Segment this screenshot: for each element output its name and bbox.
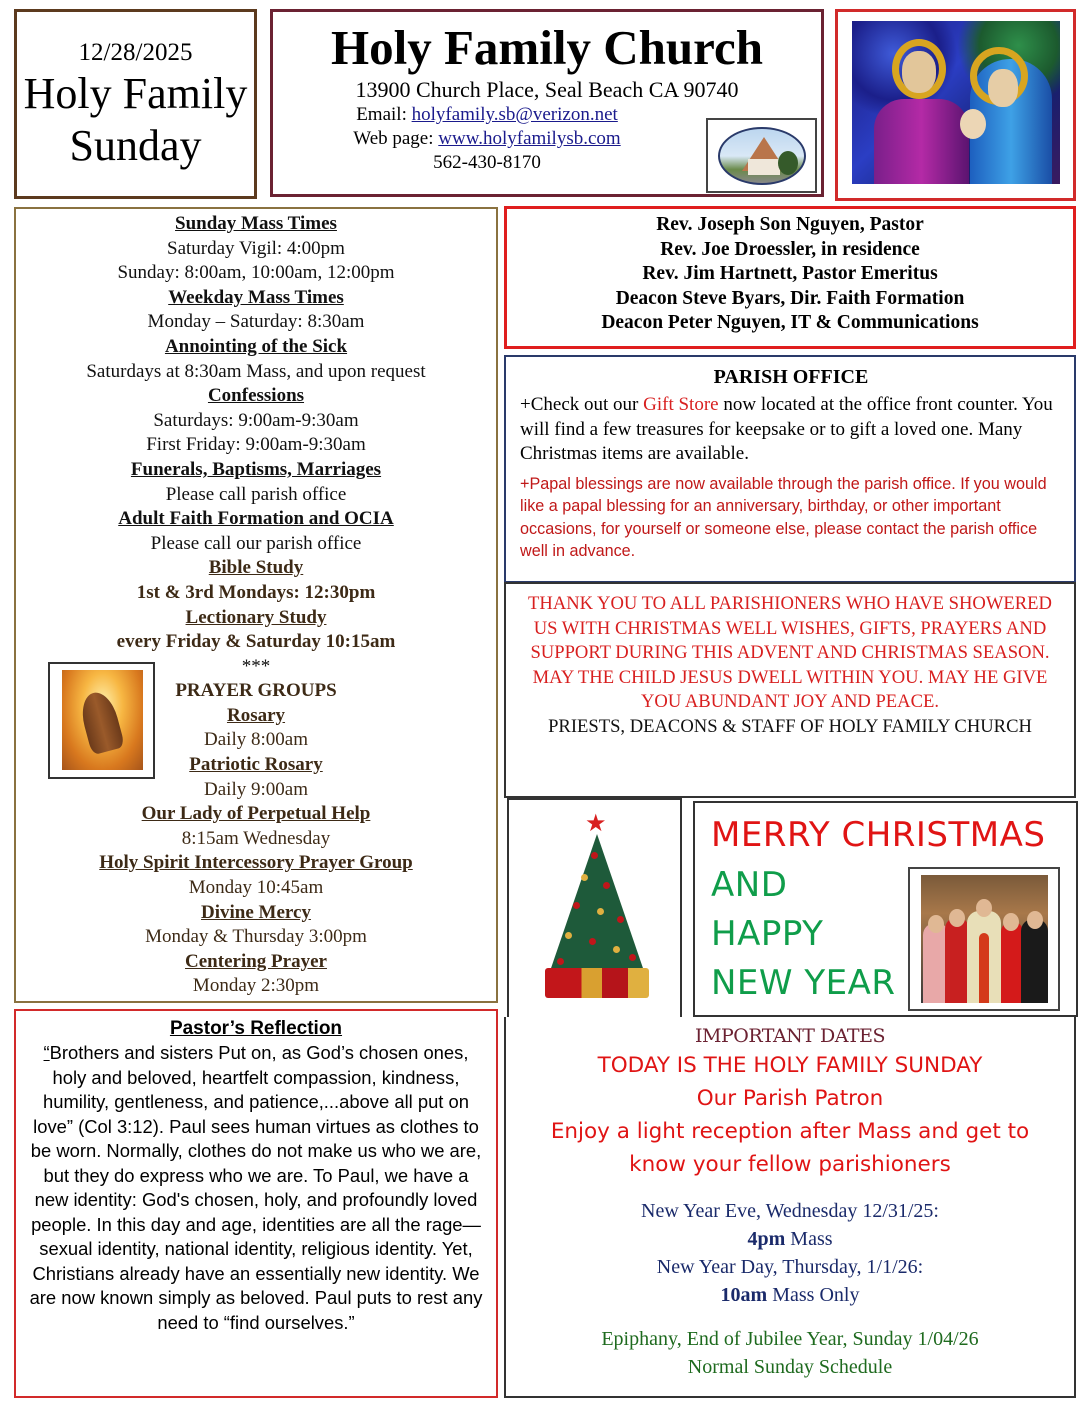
bulletin-date: 12/28/2025 [78,39,193,66]
schedule-line: Monday 10:45am [188,877,324,899]
thank-you-box [504,582,1076,798]
schedule-list [16,212,496,999]
gift-store-highlight: Gift Store [643,394,719,415]
new-year-day-mass [506,1281,1074,1309]
greeting-merry-christmas: MERRY CHRISTMAS [711,815,1046,855]
church-photo [706,118,817,193]
important-dates-box [504,1017,1076,1398]
schedule-heading: Holy Spirit Intercessory Prayer Group [99,852,413,874]
church-name: Holy Family Church [331,20,763,75]
new-year-eve-suffix: Mass [785,1228,833,1250]
parish-office-title: PARISH OFFICE [713,366,869,388]
praying-hands-image [48,662,155,779]
epiphany-date: Epiphany, End of Jubilee Year, Sunday 1/04/26 [601,1328,979,1350]
star-icon: ★ [585,811,607,837]
christmas-greeting-box [693,801,1078,1017]
web-label: Web page: [353,128,439,149]
clergy-deacon-faith-formation: Deacon Steve Byars, Dir. Faith Formation [615,287,965,309]
pastors-reflection-box [14,1009,498,1398]
schedule-heading: Annointing of the Sick [164,335,348,357]
gift-store-notice [520,393,1062,467]
new-year-day-date: New Year Day, Thursday, 1/1/26: [656,1256,924,1278]
parish-patron: Our Parish Patron [696,1086,884,1111]
stained-glass-box [835,9,1076,201]
clergy-pastor: Rev. Joseph Son Nguyen, Pastor [656,214,924,235]
website-link[interactable]: www.holyfamilysb.com [438,128,621,149]
new-year-eve-time: 4pm [747,1228,786,1250]
date-title-box [14,9,257,199]
important-dates-title: IMPORTANT DATES [695,1025,885,1047]
schedule-line: every Friday & Saturday 10:15am [116,631,396,653]
schedule-line: Sunday: 8:00am, 10:00am, 12:00pm [117,262,395,284]
reflection-body: Brothers and sisters Put on, as God’s chosen ones, holy and beloved, heartfelt compassion, kindness, humility, gentleness, and patience,...above all put on love” (Col 3:12). Paul sees human virtues as clothes to be worn. Normally, clothes do not make us who we are, but they do express who we are. To Paul, we have a new identity: God's chosen, holy, and profoundly loved people. In this day and age, identities are all the rage—sexual identity, national identity, religious identity. Yet, Christians already have an essentially new identity. We are now known simply as beloved. Paul puts to rest any need to “find ourselves.” [29,1042,483,1333]
new-year-eve-mass [506,1225,1074,1253]
schedule-line: Please call parish office [165,483,347,505]
reflection-title: Pastor’s Reflection [169,1018,343,1039]
church-header [270,9,824,197]
schedule-line: Saturday Vigil: 4:00pm [167,237,345,259]
christmas-tree-box [507,798,682,1022]
group-photo [908,867,1060,1011]
schedule-line: Daily 8:00am [204,729,308,751]
clergy-box [504,206,1076,349]
schedule-heading: Weekday Mass Times [168,286,344,308]
schedule-line: First Friday: 9:00am-9:30am [146,434,366,456]
schedule-heading: Rosary [226,704,286,726]
schedule-heading: Funerals, Baptisms, Marriages [130,458,382,480]
greeting-happy: HAPPY [711,914,824,954]
gift-store-suffix: now located at the office front counter. You will find a few treasures for keepsake or to gift a loved one. Many Christmas items are available. [520,394,1053,465]
schedule-line: Daily 9:00am [204,778,308,800]
greeting-and: AND [711,865,788,905]
schedule-heading: Divine Mercy [201,901,311,923]
reception-line1: Enjoy a light reception after Mass and get to [550,1119,1030,1144]
schedule-heading: Our Lady of Perpetual Help [141,803,371,825]
today-holy-family: TODAY IS THE HOLY FAMILY SUNDAY [597,1053,983,1078]
schedule-heading: Centering Prayer [185,950,327,972]
schedule-line: 1st & 3rd Mondays: 12:30pm [136,581,376,603]
parish-office-box [504,355,1076,583]
christmas-tree-image [539,812,654,1002]
schedule-line: PRAYER GROUPS [175,680,337,702]
church-building-image [718,127,806,185]
clergy-pastor-emeritus: Rev. Jim Hartnett, Pastor Emeritus [642,263,938,284]
gift-store-prefix: +Check out our [520,394,644,415]
schedule-heading: Confessions [207,385,305,407]
schedule-heading: Adult Faith Formation and OCIA [118,508,394,530]
papal-blessing-notice: +Papal blessings are now available through the parish office. If you would like a papal blessing for an anniversary, birthday, or other important occasions, for yourself or someone else, please contact the parish office well in advance. [520,474,1047,561]
schedule-line: Monday & Thursday 3:00pm [145,926,367,948]
clergy-deacon-it: Deacon Peter Nguyen, IT & Communications [601,312,979,333]
open-quote: “ [43,1042,50,1063]
schedule-line: Monday 2:30pm [192,975,320,997]
schedule-line: 8:15am Wednesday [181,827,331,849]
clergy-in-residence: Rev. Joe Droessler, in residence [660,238,920,260]
new-year-day-suffix: Mass Only [767,1284,860,1306]
schedule-heading: Lectionary Study [185,606,327,628]
sunday-title-line1: Holy Family [23,69,248,118]
new-year-day-time: 10am [720,1284,768,1306]
new-year-eve-date: New Year Eve, Wednesday 12/31/25: [641,1200,939,1222]
schedule-line: *** [241,655,271,677]
church-address: 13900 Church Place, Seal Beach CA 90740 [355,77,739,102]
schedule-heading: Bible Study [208,557,304,579]
sunday-title-line2: Sunday [69,121,202,170]
stained-glass-image [852,21,1060,184]
schedule-line: Saturdays at 8:30am Mass, and upon request [86,360,426,382]
email-link[interactable]: holyfamily.sb@verizon.net [411,104,618,125]
schedule-heading: Sunday Mass Times [175,213,337,234]
reception-line2: know your fellow parishioners [629,1152,951,1177]
schedule-heading: Patriotic Rosary [189,754,323,776]
email-label: Email: [356,104,412,125]
reflection-text [16,1041,496,1335]
phone-number: 562-430-8170 [433,152,541,173]
thank-you-message: THANK YOU TO ALL PARISHIONERS WHO HAVE SHOWERED US WITH CHRISTMAS WELL WISHES, GIFTS, PRAYERS AND SUPPORT DURING THIS ADVENT AND CHRISTMAS SEASON. MAY THE CHILD JESUS DWELL WITHIN YOU. MAY HE GIVE YOU ABUNDANT JOY AND PEACE. [528,593,1052,712]
thank-you-signature: PRIESTS, DEACONS & STAFF OF HOLY FAMILY CHURCH [548,715,1032,737]
schedule-line: Monday – Saturday: 8:30am [147,311,365,333]
epiphany-note: Normal Sunday Schedule [687,1356,893,1378]
mass-schedule-box [14,207,498,1003]
greeting-new-year: NEW YEAR [711,963,896,1003]
schedule-line: Saturdays: 9:00am-9:30am [153,409,359,431]
schedule-line: Please call our parish office [150,532,362,554]
